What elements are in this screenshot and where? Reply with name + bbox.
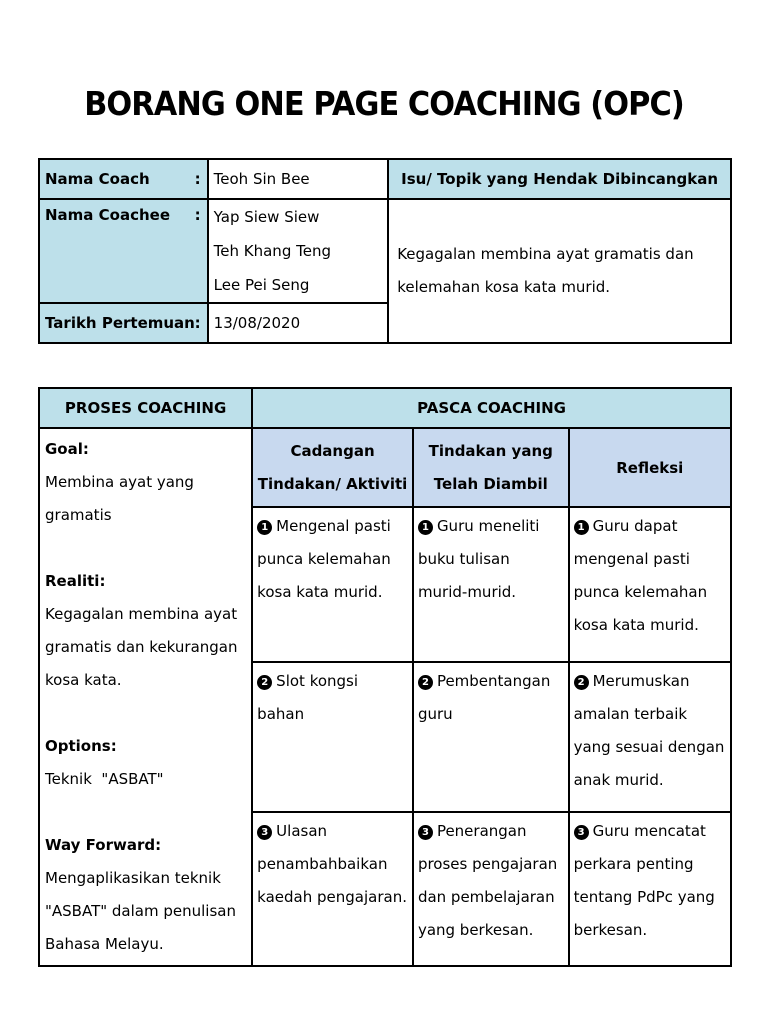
refleksi-header: Refleksi xyxy=(569,428,731,507)
realiti-text: Kegagalan membina ayat gramatis dan kekurangan kosa kata. xyxy=(45,605,238,689)
cadangan-text: Slot kongsi bahan xyxy=(257,671,359,723)
options-label: Options: xyxy=(45,737,117,755)
date-label-cell xyxy=(39,303,208,343)
colon: : xyxy=(194,170,201,188)
pasca-header: PASCA COACHING xyxy=(252,388,731,428)
proses-content xyxy=(39,428,252,966)
goal-text: Membina ayat yang gramatis xyxy=(45,473,194,524)
number-badge: 2 xyxy=(418,675,433,690)
tindakan-cell-3 xyxy=(413,812,569,966)
cadangan-cell-1 xyxy=(252,507,413,661)
number-badge: 1 xyxy=(418,520,433,535)
coachee-list xyxy=(208,199,389,303)
cadangan-text: Mengenal pasti punca kelemahan kosa kata murid. xyxy=(257,517,391,602)
tindakan-cell-1 xyxy=(413,507,569,661)
colon: : xyxy=(194,314,201,332)
cadangan-cell-3 xyxy=(252,812,413,966)
refleksi-cell-3 xyxy=(569,812,731,966)
cadangan-cell-2 xyxy=(252,662,413,812)
form-title: BORANG ONE PAGE COACHING (OPC) xyxy=(84,84,684,123)
refleksi-cell-2 xyxy=(569,662,731,812)
coachee-label-cell xyxy=(39,199,208,303)
refleksi-text: Merumuskan amalan terbaik yang sesuai dengan anak murid. xyxy=(573,671,725,789)
tindakan-text: Penerangan proses pengajaran dan pembelajaran yang berkesan. xyxy=(417,821,558,939)
topic-header: Isu/ Topik yang Hendak Dibincangkan xyxy=(388,159,731,199)
refleksi-cell-1 xyxy=(569,507,731,661)
tindakan-header: Tindakan yang Telah Diambil xyxy=(413,428,569,507)
number-badge: 2 xyxy=(574,675,589,690)
number-badge: 3 xyxy=(574,825,589,840)
tindakan-cell-2 xyxy=(413,662,569,812)
refleksi-text: Guru mencatat perkara penting tentang PdPc yang berkesan. xyxy=(573,821,715,939)
options-text: Teknik "ASBAT" xyxy=(45,770,164,788)
colon: : xyxy=(194,206,201,224)
coachee-label: Nama Coachee xyxy=(45,206,171,224)
realiti-label: Realiti: xyxy=(45,572,106,590)
number-badge: 1 xyxy=(574,520,589,535)
number-badge: 3 xyxy=(257,825,272,840)
number-badge: 3 xyxy=(418,825,433,840)
coachee-name: Yap Siew Siew xyxy=(213,208,320,226)
cadangan-text: Ulasan penambahbaikan kaedah pengajaran. xyxy=(257,821,407,906)
date-value: 13/08/2020 xyxy=(208,303,389,343)
refleksi-text: Guru dapat mengenal pasti punca kelemahan kosa kata murid. xyxy=(573,517,708,635)
proses-header: PROSES COACHING xyxy=(39,388,252,428)
tindakan-text: Guru meneliti buku tulisan murid-murid. xyxy=(417,517,540,602)
goal-label: Goal: xyxy=(45,440,89,458)
coaching-table xyxy=(38,387,732,967)
date-label: Tarikh Pertemuan xyxy=(45,314,195,332)
number-badge: 2 xyxy=(257,675,272,690)
coach-label-cell xyxy=(39,159,208,199)
way-forward-text: Mengaplikasikan teknik "ASBAT" dalam penulisan Bahasa Melayu. xyxy=(45,869,236,953)
number-badge: 1 xyxy=(257,520,272,535)
coachee-name: Lee Pei Seng xyxy=(213,276,310,294)
coach-value: Teoh Sin Bee xyxy=(208,159,389,199)
info-table xyxy=(38,158,732,344)
way-forward-label: Way Forward: xyxy=(45,836,162,854)
topic-text: Kegagalan membina ayat gramatis dan kelemahan kosa kata murid. xyxy=(388,199,731,343)
coach-label: Nama Coach xyxy=(45,170,150,188)
cadangan-header: Cadangan Tindakan/ Aktiviti xyxy=(252,428,413,507)
coachee-name: Teh Khang Teng xyxy=(213,242,331,260)
tindakan-text: Pembentangan guru xyxy=(417,671,551,723)
